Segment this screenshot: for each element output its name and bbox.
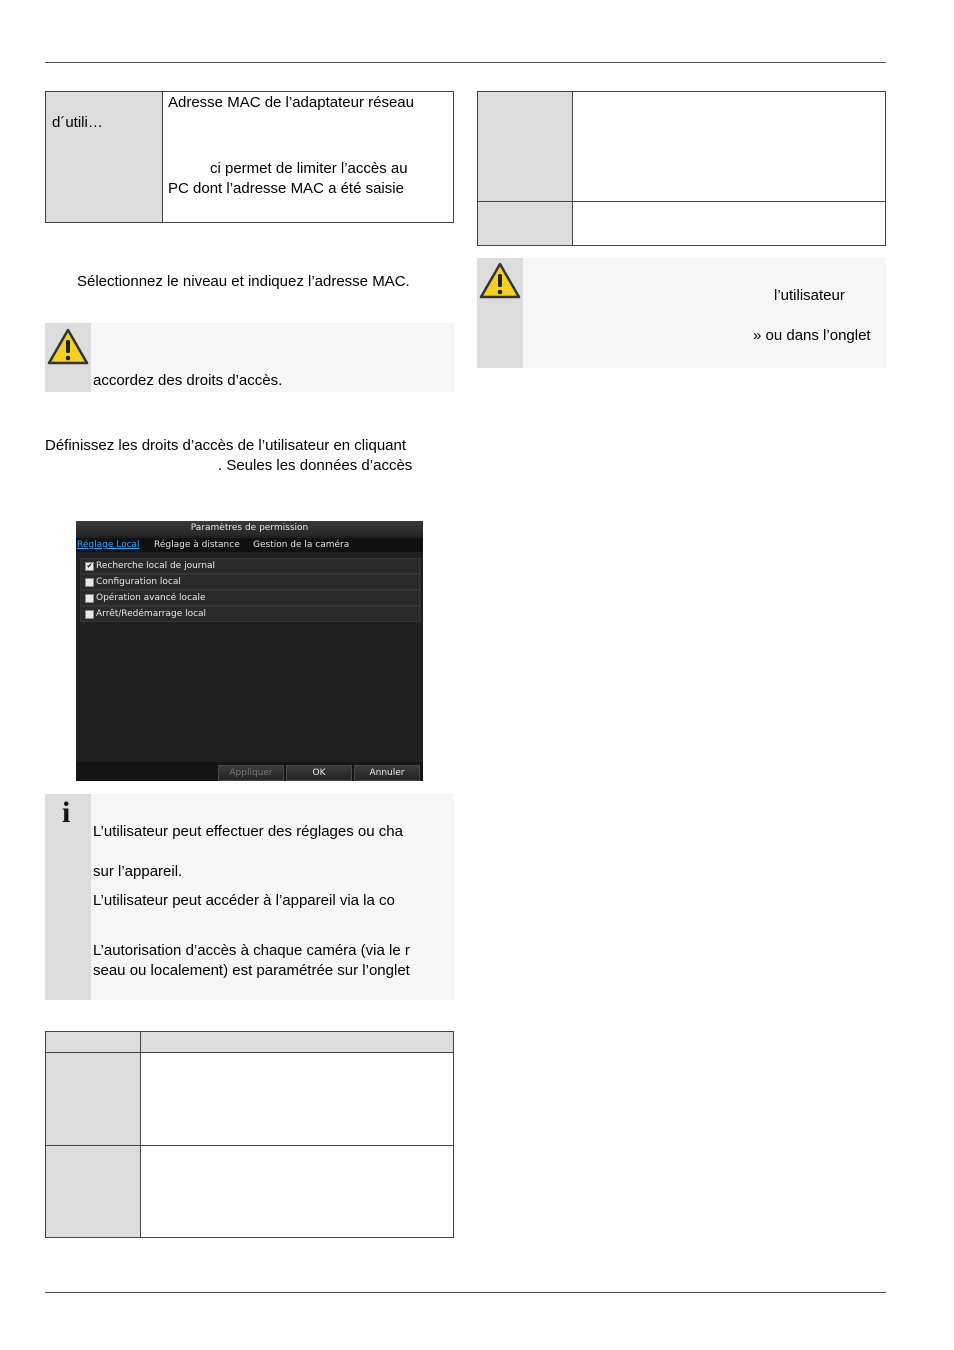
info-note-line5: seau ou localement) est paramétrée sur l’onglet (93, 962, 410, 979)
ok-button[interactable]: OK (286, 765, 352, 781)
permission-table-header-cell (141, 1032, 454, 1053)
permission-dialog (76, 521, 423, 781)
permission-checkbox[interactable] (85, 610, 94, 619)
info-note-line3: L’utilisateur peut accéder à l’appareil via la co (93, 892, 395, 909)
permission-table-desc-cell (141, 1053, 454, 1145)
info-icon: i (62, 796, 71, 829)
mac-table-line3: PC dont l’adresse MAC a été saisie (168, 180, 404, 197)
permission-table-label-cell (46, 1053, 141, 1145)
right-table-label-cell (478, 92, 573, 202)
permission-option-configuration[interactable] (80, 574, 421, 590)
warning-note-2 (477, 258, 886, 368)
permission-table-desc-cell (141, 1145, 454, 1237)
right-table (477, 91, 886, 246)
permission-table (45, 1031, 454, 1238)
permission-table-label-cell (46, 1145, 141, 1237)
dialog-button-bar (76, 762, 423, 781)
permission-option-shutdown-restart[interactable] (80, 606, 421, 622)
permission-checkbox[interactable] (85, 594, 94, 603)
mac-table-label: d´utili… (52, 114, 103, 131)
permission-option-label: Configuration local (96, 577, 181, 587)
apply-button[interactable]: Appliquer (218, 765, 284, 781)
info-note-line1: L’utilisateur peut effectuer des réglages ou cha (93, 823, 403, 840)
right-table-desc-cell (573, 92, 886, 202)
right-table-desc-cell (573, 202, 886, 246)
permission-checkbox[interactable] (85, 578, 94, 587)
paragraph-line-2: . Seules les données d’accès (218, 457, 413, 474)
tab-remote-settings[interactable]: Réglage à distance (154, 540, 240, 550)
cancel-button[interactable]: Annuler (354, 765, 420, 781)
mac-table-line2: ci permet de limiter l’accès au (210, 160, 408, 177)
mac-instruction: Sélectionnez le niveau et indiquez l’adresse MAC. (77, 273, 410, 290)
permission-option-label: Arrêt/Redémarrage local (96, 609, 207, 619)
tab-camera-management[interactable]: Gestion de la caméra (253, 540, 350, 550)
dialog-tabs (76, 538, 423, 552)
mac-table-label-cell (46, 92, 163, 223)
paragraph-line-1: Définissez les droits d’accès de l’utilisateur en cliquant (45, 437, 407, 454)
warning-note-2-line1: l’utilisateur (774, 287, 845, 304)
info-note-line2: sur l’appareil. (93, 863, 183, 880)
warning-note-1-text: accordez des droits d’accès. (93, 372, 283, 389)
dialog-title: Paramètres de permission (76, 521, 423, 536)
info-note-line4: L’autorisation d’accès à chaque caméra (via le r (93, 942, 410, 959)
permission-option-advanced-operation[interactable] (80, 590, 421, 606)
permission-table-header-cell (46, 1032, 141, 1053)
permission-checkbox[interactable]: ✔ (86, 562, 93, 570)
header-rule (45, 62, 886, 63)
right-table-label-cell (478, 202, 573, 246)
warning-note-2-line2: » ou dans l’onglet (753, 327, 871, 344)
mac-table-line1: Adresse MAC de l’adaptateur réseau (168, 94, 414, 111)
permission-option-label: Recherche local de journal (96, 561, 216, 571)
warning-icon (47, 328, 89, 366)
permission-option-label: Opération avancé locale (96, 593, 206, 603)
footer-rule (45, 1292, 886, 1293)
warning-icon (479, 262, 521, 300)
permission-option-log-search[interactable] (80, 558, 421, 574)
tab-local-settings[interactable]: Réglage Local (77, 540, 140, 550)
